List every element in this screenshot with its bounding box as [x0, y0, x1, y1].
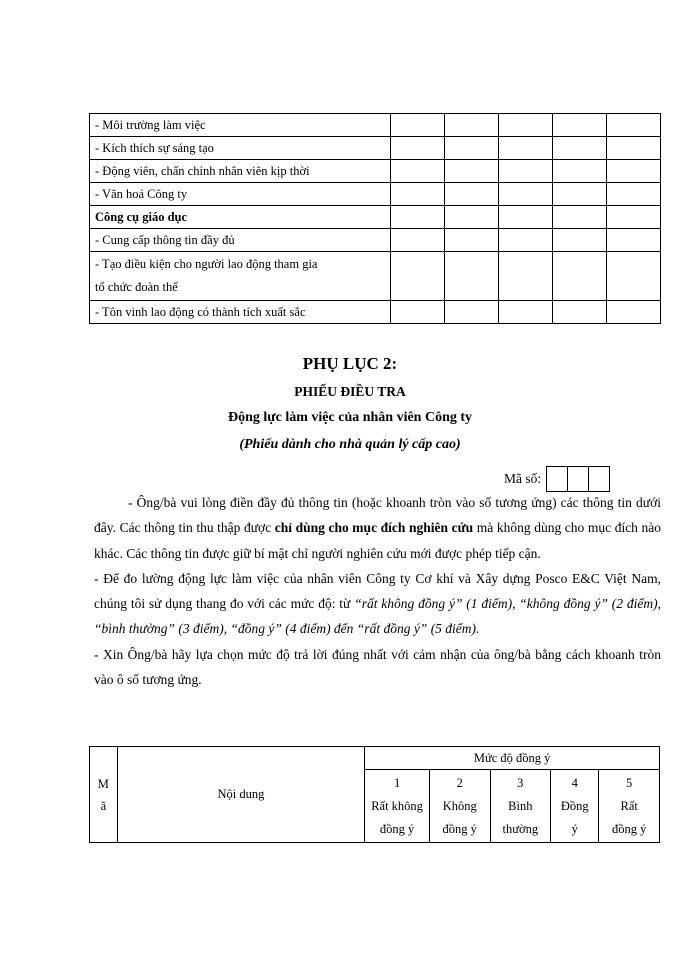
level-text: đồng ý — [379, 821, 415, 836]
level-text: Đồng — [560, 798, 589, 813]
level-3-header — [490, 770, 551, 843]
table-row — [90, 229, 661, 252]
instruction-paragraph-3: - Xin Ông/bà hãy lựa chọn mức độ trả lời đúng nhất với cảm nhận của ông/bà bằng cách khoanh tròn vào ô số tương ứng. — [94, 646, 661, 688]
row-label: - Kích thích sự sáng tạo — [90, 137, 391, 160]
rating-cell — [499, 160, 553, 183]
appendix-title: PHỤ LỤC 2: — [302, 354, 398, 373]
rating-cell — [499, 301, 553, 324]
rating-cell — [553, 114, 607, 137]
rating-cell — [499, 206, 553, 229]
rating-cell — [391, 229, 445, 252]
instruction-paragraph-1 — [94, 490, 661, 566]
level-text: đồng ý — [611, 821, 647, 836]
code-box-3[interactable] — [588, 466, 610, 492]
table-row — [90, 301, 661, 324]
table-header-row — [90, 747, 660, 770]
row-label — [90, 252, 391, 301]
rating-cell — [553, 206, 607, 229]
rating-cell — [499, 252, 553, 301]
level-number: 5 — [626, 775, 633, 790]
code-box-1[interactable] — [546, 466, 568, 492]
level-1-header — [365, 770, 430, 843]
level-text: Rất — [620, 798, 638, 813]
level-text: ý — [571, 821, 578, 836]
header-text: ã — [100, 798, 107, 813]
survey-subject: Động lực làm việc của nhân viên Công ty — [227, 410, 473, 425]
agreement-level-header: Mức độ đồng ý — [365, 747, 660, 770]
instructions — [94, 490, 661, 692]
rating-cell — [607, 206, 661, 229]
text-span: - Ông/bà vui lòng điền đầy đủ thông tin (hoặc khoanh tròn vào số tương ứng) các thông tin dưới đây. Các thông tin thu thập được — [94, 495, 661, 536]
level-text: đồng ý — [442, 821, 477, 836]
survey-audience: (Phiếu dành cho nhà quản lý cấp cao) — [239, 437, 461, 452]
rating-cell — [607, 114, 661, 137]
rating-cell — [391, 160, 445, 183]
rating-cell — [445, 206, 499, 229]
table-row — [90, 137, 661, 160]
rating-cell — [553, 301, 607, 324]
content-column-header: Nội dung — [117, 747, 365, 843]
code-box-2[interactable] — [567, 466, 589, 492]
row-label: - Văn hoá Công ty — [90, 183, 391, 206]
rating-table — [89, 746, 660, 843]
rating-cell — [499, 183, 553, 206]
table-row — [90, 160, 661, 183]
instruction-paragraph-2 — [94, 566, 661, 642]
code-column-header — [90, 747, 118, 843]
rating-cell — [607, 160, 661, 183]
form-title: PHIẾU ĐIỀU TRA — [294, 384, 406, 399]
header-text: M — [97, 776, 109, 791]
row-label: - Động viên, chấn chỉnh nhân viên kịp thời — [90, 160, 391, 183]
row-label-line: - Tạo điều kiện cho người lao động tham gia — [95, 257, 318, 271]
rating-cell — [499, 137, 553, 160]
level-text: thường — [502, 821, 539, 836]
rating-cell — [391, 301, 445, 324]
rating-cell — [553, 252, 607, 301]
table-row — [90, 114, 661, 137]
rating-cell — [445, 137, 499, 160]
row-label: - Cung cấp thông tin đầy đủ — [90, 229, 391, 252]
rating-cell — [607, 301, 661, 324]
criteria-table — [89, 113, 661, 324]
rating-cell — [391, 206, 445, 229]
row-label: - Môi trường làm việc — [90, 114, 391, 137]
rating-cell — [553, 229, 607, 252]
level-text: Bình — [508, 798, 533, 813]
rating-cell — [445, 160, 499, 183]
rating-cell — [445, 114, 499, 137]
rating-cell — [391, 252, 445, 301]
rating-cell — [391, 183, 445, 206]
table-row-section — [90, 206, 661, 229]
rating-cell — [607, 183, 661, 206]
rating-cell — [499, 114, 553, 137]
rating-cell — [391, 137, 445, 160]
level-4-header — [551, 770, 599, 843]
code-boxes — [547, 466, 610, 492]
rating-cell — [553, 137, 607, 160]
table-row — [90, 183, 661, 206]
rating-cell — [607, 137, 661, 160]
rating-cell — [553, 183, 607, 206]
rating-cell — [445, 183, 499, 206]
level-text: Rất không — [371, 798, 423, 813]
rating-cell — [445, 252, 499, 301]
level-number: 4 — [571, 775, 578, 790]
row-label: - Tôn vinh lao động có thành tích xuất sắc — [90, 301, 391, 324]
row-label-line: tổ chức đoàn thể — [95, 280, 178, 294]
rating-cell — [445, 301, 499, 324]
text-span: mà không dùng cho mục đích nào khác. Các thông tin được giữ bí mật chỉ người nghiên cứu mới được phép tiếp cận. — [94, 520, 662, 561]
level-number: 3 — [517, 775, 524, 790]
rating-cell — [499, 229, 553, 252]
text-span: - Để đo lường động lực làm việc của nhân viên Công ty Cơ khí và Xây dựng Posco E&C Việt Nam, chúng tôi sử dụng thang đo với các mức độ: từ — [94, 570, 661, 612]
section-label: Công cụ giáo dục — [90, 206, 391, 229]
rating-cell — [607, 229, 661, 252]
emphasis-text: chỉ dùng cho mục đích nghiên cứu — [274, 520, 474, 536]
rating-cell — [391, 114, 445, 137]
rating-cell — [553, 160, 607, 183]
code-field — [504, 466, 610, 491]
level-5-header — [599, 770, 660, 843]
code-label: Mã số: — [504, 470, 542, 486]
table-row — [90, 252, 661, 301]
rating-cell — [607, 252, 661, 301]
level-text: Không — [442, 798, 477, 813]
rating-cell — [445, 229, 499, 252]
level-2-header — [429, 770, 490, 843]
level-number: 1 — [393, 775, 401, 790]
scale-description: “rất không đồng ý” (1 điểm), “không đồng ý” (2 điểm), “bình thường” (3 điểm), “đồng ý” (4 điểm) đến “rất đồng ý” (5 điểm). — [94, 596, 661, 637]
level-number: 2 — [456, 775, 463, 790]
